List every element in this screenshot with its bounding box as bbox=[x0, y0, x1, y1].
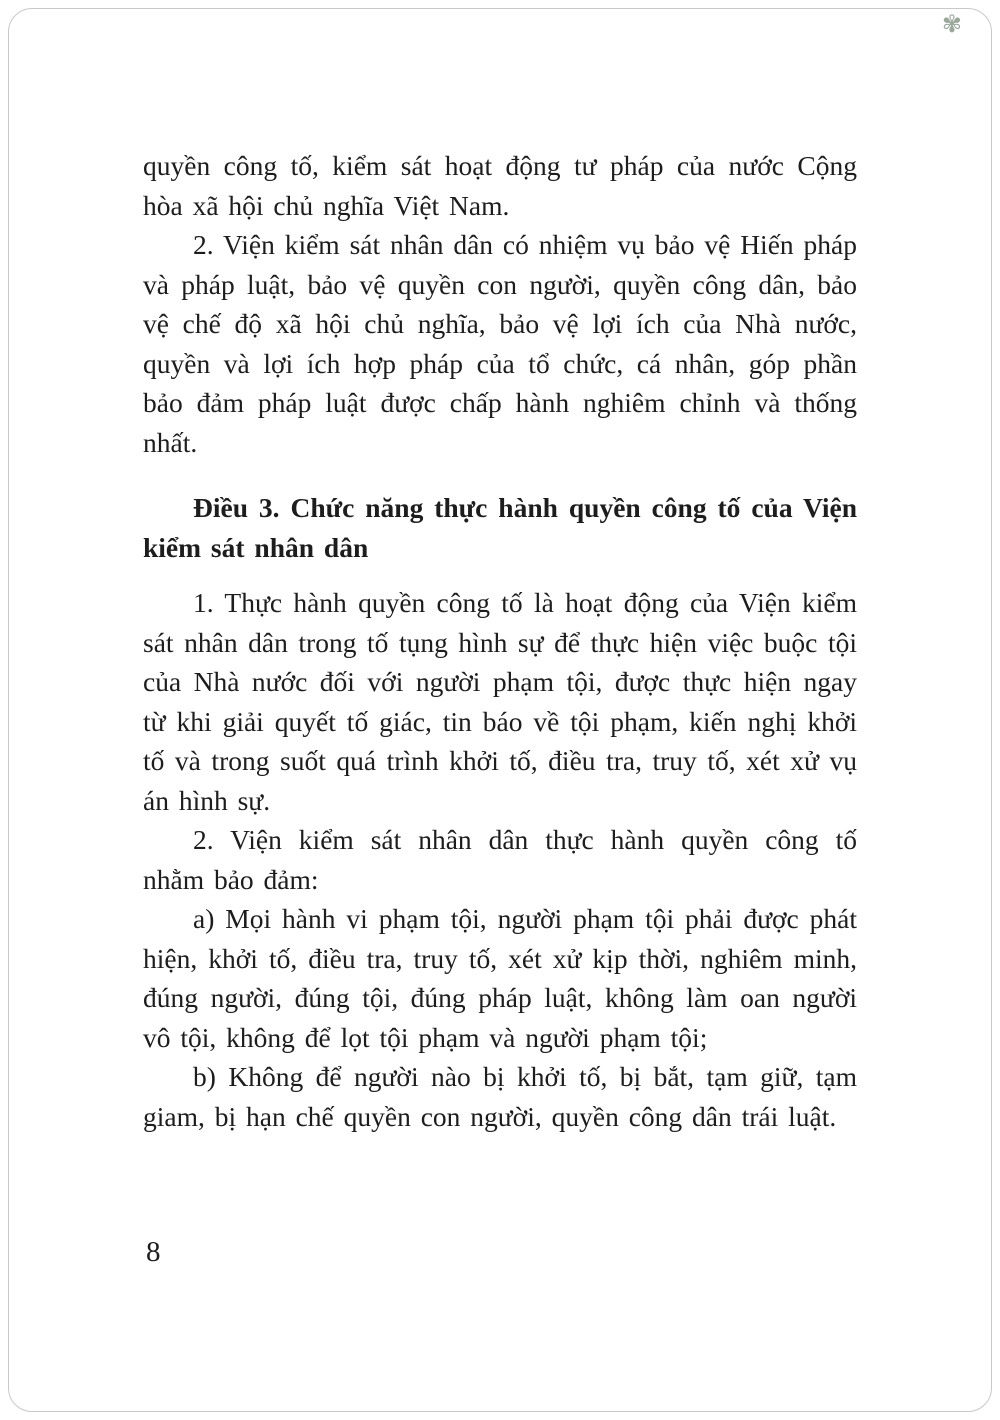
page-number: 8 bbox=[146, 1236, 161, 1268]
paragraph-continuation: quyền công tố, kiểm sát hoạt động tư pháp của nước Cộng hòa xã hội chủ nghĩa Việt Nam. bbox=[143, 150, 857, 221]
paragraph-point-b: b) Không để người nào bị khởi tố, bị bắt, tạm giữ, tạm giam, bị hạn chế quyền con người, quyền công dân trái luật. bbox=[143, 1061, 857, 1132]
page-content bbox=[143, 146, 857, 1136]
paragraph-clause-1-article-3: 1. Thực hành quyền công tố là hoạt động của Viện kiểm sát nhân dân trong tố tụng hình sự để thực hiện việc buộc tội của Nhà nước đối với người phạm tội, được thực hiện ngay từ khi giải quyết tố giác, tin báo về tội phạm, kiến nghị khởi tố và trong suốt quá trình khởi tố, điều tra, truy tố, xét xử vụ án hình sự. bbox=[143, 587, 857, 816]
paragraph-clause-2-article-3: 2. Viện kiểm sát nhân dân thực hành quyền công tố nhằm bảo đảm: bbox=[143, 824, 857, 895]
article-heading: Điều 3. Chức năng thực hành quyền công tố của Viện kiểm sát nhân dân bbox=[143, 492, 857, 563]
paragraph-clause-2: 2. Viện kiểm sát nhân dân có nhiệm vụ bảo vệ Hiến pháp và pháp luật, bảo vệ quyền con người, quyền công dân, bảo vệ chế độ xã hội chủ nghĩa, bảo vệ lợi ích của Nhà nước, quyền và lợi ích hợp pháp của tổ chức, cá nhân, góp phần bảo đảm pháp luật được chấp hành nghiêm chỉnh và thống nhất. bbox=[143, 229, 857, 458]
paragraph-point-a: a) Mọi hành vi phạm tội, người phạm tội phải được phát hiện, khởi tố, điều tra, truy tố, xét xử kịp thời, nghiêm minh, đúng người, đúng tội, đúng pháp luật, không làm oan người vô tội, không để lọt tội phạm và người phạm tội; bbox=[143, 903, 857, 1053]
flower-ornament-icon: ✾ bbox=[941, 10, 962, 38]
